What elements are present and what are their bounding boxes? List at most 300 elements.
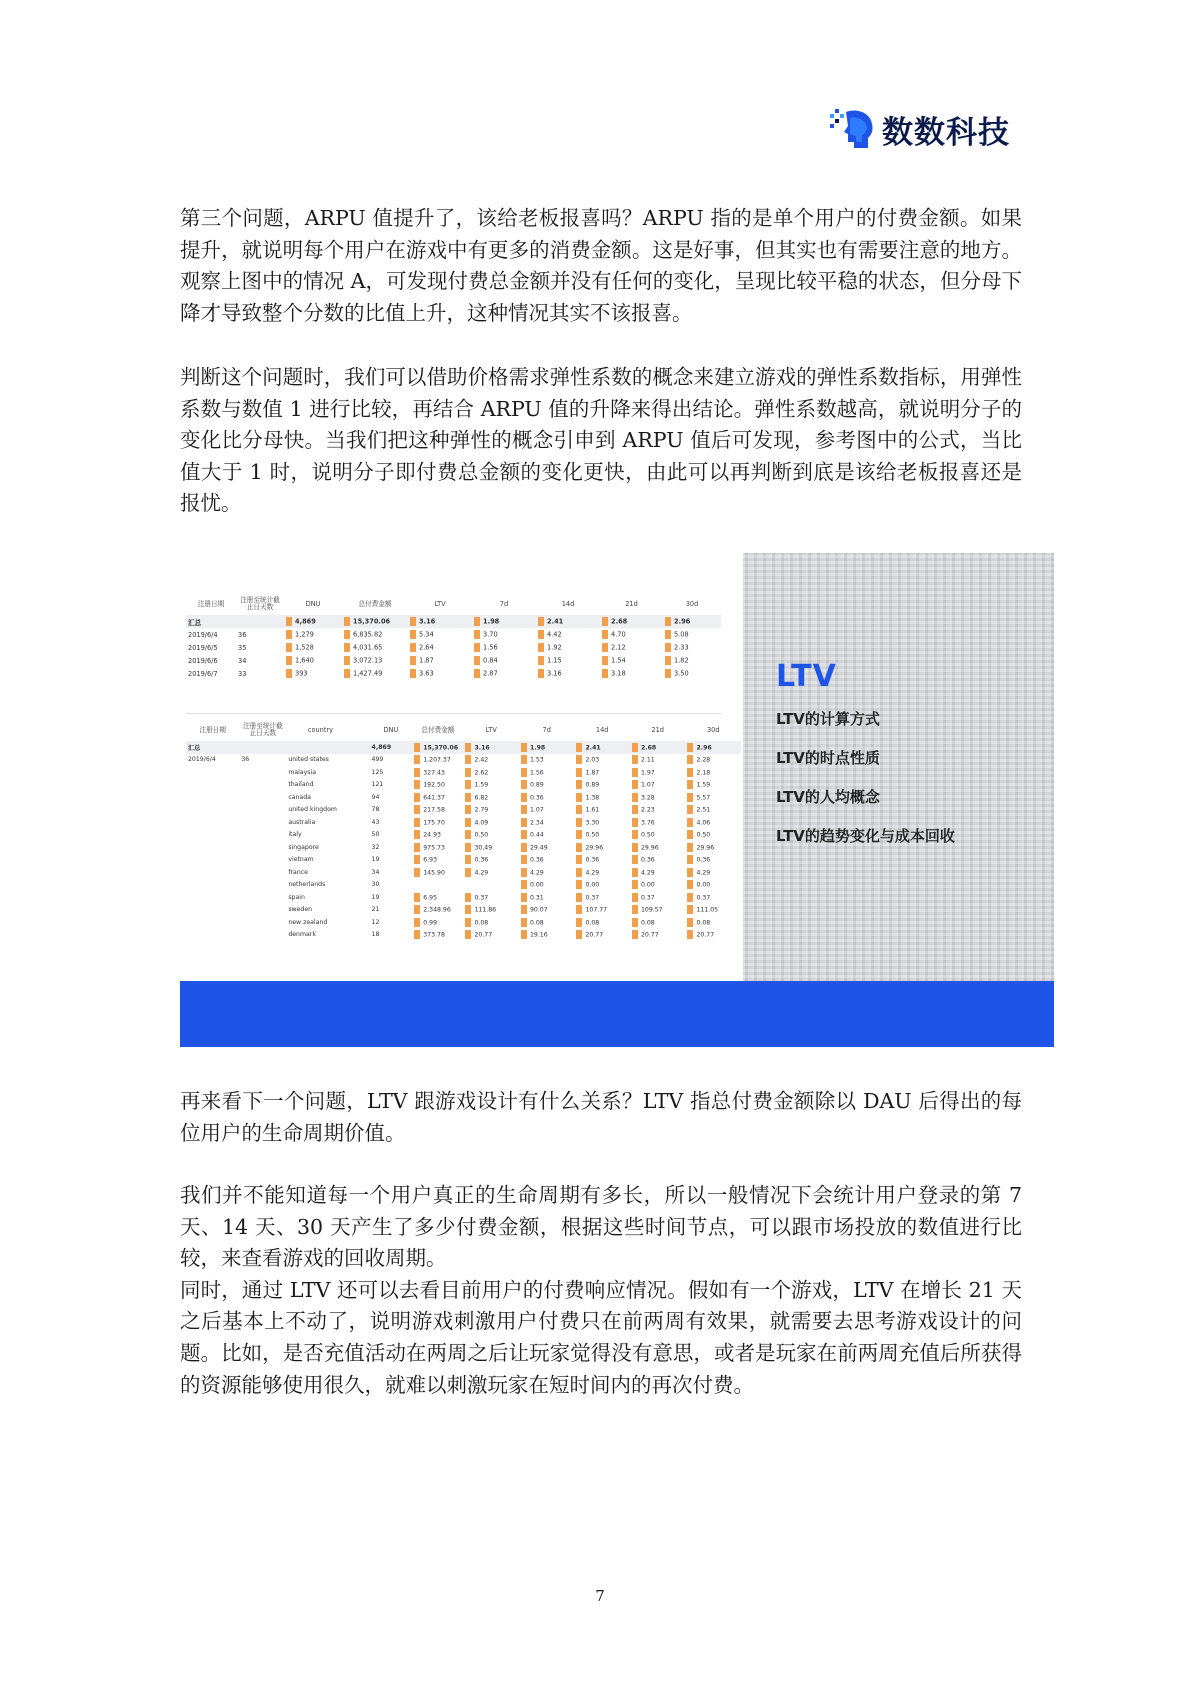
table-cell [630,916,686,929]
cell-value: 1.59 [696,781,711,789]
value-bar [414,843,420,852]
table-cell [408,628,472,641]
cell-value: 145.90 [423,869,445,877]
table-cell [355,866,370,879]
table-cell [412,766,463,779]
cell-value: 0.50 [696,831,711,839]
table-cell [186,791,239,804]
cell-value: 1.54 [611,656,626,665]
value-bar [632,780,638,789]
table-cell [186,854,239,867]
table-cell [370,916,413,929]
value-bar [414,743,420,752]
cell-value: 109.57 [640,906,663,914]
cell-value: 393 [295,669,308,678]
table-cell [536,654,600,667]
cell-value: 43 [371,818,380,826]
table-cell [412,879,463,892]
summary-row [186,741,741,754]
table-cell [342,641,408,654]
table-cell [519,854,575,867]
cell-value: 1.38 [585,794,600,802]
cell-value: 5.34 [419,630,434,639]
value-bar [414,780,420,789]
cell-value: 4.29 [585,869,600,877]
cell-value: 4,869 [295,617,316,626]
value-bar [414,768,420,777]
table-cell [342,628,408,641]
value-bar [410,630,416,639]
cell-value: 1,427.49 [353,669,383,678]
cell-value: 6.82 [474,794,489,802]
value-bar [414,868,420,877]
cell-value: 15,370.06 [353,617,391,626]
value-bar [538,630,544,639]
cell-value: 0.37 [474,894,489,902]
value-bar [344,630,350,639]
cell-value: 29.96 [585,844,604,852]
value-bar [521,768,527,777]
cell-value: 15,370.06 [423,744,459,752]
table-cell [463,866,519,879]
value-bar [687,893,693,902]
value-bar [414,918,420,927]
brand-header [830,106,1010,152]
cell-value: 2.96 [674,617,691,626]
cell-value: 2.28 [696,756,711,764]
cell-value: 2.33 [674,643,689,652]
table-cell [355,766,370,779]
table-cell [286,816,354,829]
cell-value: 499 [371,756,384,764]
cell-value: 94 [371,793,380,801]
value-bar [602,656,608,665]
column-header: 14d [561,599,575,608]
value-bar [465,755,471,764]
value-bar [632,868,638,877]
table-cell [574,879,630,892]
cell-value: 30 [371,881,380,889]
value-bar [576,880,582,889]
cell-value: 6.93 [423,856,438,864]
table-cell [630,891,686,904]
value-bar [576,930,582,939]
table-row [186,654,721,667]
cell-value: 1.07 [529,806,544,814]
value-bar [521,855,527,864]
table-cell [412,779,463,792]
table-cell [630,804,686,817]
cell-value: 4.06 [696,819,711,827]
table-cell [463,816,519,829]
value-bar [410,643,416,652]
column-header: 注册至统计截止日天数 [240,596,280,611]
column-header: 21d [625,599,638,608]
value-bar [465,918,471,927]
value-bar [410,617,416,626]
column-header: 注册日期 [197,599,225,608]
table-cell [286,916,354,929]
column-header [355,719,370,741]
value-bar [286,669,292,678]
table-cell [370,779,413,792]
table-cell [239,779,286,792]
table-cell [600,667,663,680]
table-cell [574,779,630,792]
table-row [186,816,741,829]
brain-head-icon [830,106,876,152]
table-cell [685,816,741,829]
value-bar [521,755,527,764]
cell-value: 2.42 [474,756,489,764]
value-bar [576,768,582,777]
cell-value: 1,279 [295,630,314,639]
value-bar [538,617,544,626]
value-bar [602,617,608,626]
table-cell [286,841,354,854]
cell-value: 4,031.65 [353,643,383,652]
table-cell [412,804,463,817]
table-cell [370,904,413,917]
table-cell [685,754,741,767]
cell-value: 3.16 [547,669,562,678]
value-bar [632,805,638,814]
cell-value: 5.57 [696,794,711,802]
value-bar [465,780,471,789]
table-cell [236,654,284,667]
table-cell [370,804,413,817]
value-bar [521,868,527,877]
table-cell [284,641,342,654]
ltv-figure [180,553,1054,1047]
table-cell [239,816,286,829]
cell-value: 111.05 [696,906,719,914]
table-cell [355,891,370,904]
cell-value: 2019/6/6 [188,656,218,665]
cell-value: 0.37 [585,894,600,902]
table-cell [236,641,284,654]
value-bar [602,669,608,678]
cell-value: 0.84 [483,656,498,665]
cell-value: 3.50 [674,669,689,678]
value-bar [465,855,471,864]
table-cell [574,791,630,804]
table-cell [370,841,413,854]
table-cell [186,779,239,792]
cell-value: malaysia [288,768,317,776]
value-bar [687,818,693,827]
value-bar [576,855,582,864]
table-cell [574,816,630,829]
table-cell [286,741,354,754]
cell-value: 0.08 [640,919,655,927]
cell-value: 0.89 [585,781,600,789]
value-bar [286,656,292,665]
cell-value: 4.29 [640,869,655,877]
table-cell [370,816,413,829]
table-cell [355,829,370,842]
table-cell [286,866,354,879]
column-header: 30d [706,725,720,734]
cell-value: 373.78 [423,931,445,939]
table-cell [355,841,370,854]
cell-value: 2.51 [696,806,711,814]
table-cell [286,779,354,792]
cell-value: 3.63 [419,669,434,678]
cell-value: 2.41 [585,744,601,752]
cell-value: 3,072.13 [353,656,383,665]
table-cell [412,741,463,754]
table-cell [355,816,370,829]
value-bar [632,855,638,864]
cell-value: 2,348.96 [423,906,451,914]
table-cell [663,641,721,654]
cell-value: 2.68 [640,744,657,752]
cell-value: 2.11 [640,756,655,764]
table-row [186,667,721,680]
table-cell [186,841,239,854]
cell-value: 0.08 [696,919,711,927]
cell-value: 0.50 [585,831,600,839]
cell-value: 1.98 [483,617,500,626]
value-bar [632,905,638,914]
table-cell [239,804,286,817]
cell-value: 2.34 [529,819,544,827]
table-cell [342,615,408,628]
value-bar [632,893,638,902]
table-cell [342,667,408,680]
table-cell [463,741,519,754]
table-cell [408,654,472,667]
value-bar [687,793,693,802]
value-bar [687,905,693,914]
table-cell [370,829,413,842]
table-cell [536,641,600,654]
value-bar [632,818,638,827]
value-bar [465,843,471,852]
value-bar [286,617,292,626]
cell-value: 175.70 [423,819,445,827]
table-cell [286,854,354,867]
table-cell [408,667,472,680]
table-cell [574,891,630,904]
table-cell [370,791,413,804]
table-cell [463,804,519,817]
cell-value: 2.03 [585,756,600,764]
table-cell [574,829,630,842]
value-bar [602,630,608,639]
table-cell [412,854,463,867]
value-bar [521,893,527,902]
cell-value: 0.08 [529,919,544,927]
table-cell [574,904,630,917]
cell-value: 29.96 [696,844,715,852]
table-cell [472,628,536,641]
value-bar [521,918,527,927]
table-row [186,854,741,867]
ltv-topic-per-capita: LTV的人均概念 [776,788,880,806]
table-cell [685,741,741,754]
value-bar [632,755,638,764]
column-header: 21d [651,725,664,734]
table-cell [472,641,536,654]
cell-value: 2.87 [483,669,498,678]
cell-value: 192.50 [423,781,445,789]
table-cell [630,879,686,892]
cell-value: 90.07 [529,906,548,914]
table-cell [370,854,413,867]
table-cell [370,754,413,767]
cell-value: 0.37 [640,894,655,902]
cell-value: 4,869 [371,743,392,751]
cell-value: 641.37 [423,794,445,802]
table-cell [685,879,741,892]
table-cell [355,879,370,892]
table-cell [186,916,239,929]
table-cell [519,766,575,779]
cell-value: 4.09 [474,819,489,827]
paragraph-ltv-lifecycle [180,1180,1022,1401]
value-bar [632,930,638,939]
table-cell [630,929,686,942]
table-cell [239,866,286,879]
table-cell [685,929,741,942]
table-row [186,929,741,942]
cell-value: 0.00 [696,881,711,889]
cell-value: 2.68 [611,617,628,626]
table-cell [186,741,239,754]
value-bar [465,743,471,752]
value-bar [632,918,638,927]
value-bar [465,930,471,939]
cell-value: 2.62 [474,769,489,777]
value-bar [521,830,527,839]
table-cell [463,779,519,792]
cell-value: 2019/6/7 [188,669,218,678]
value-bar [410,656,416,665]
cell-value: 2019/6/5 [188,643,218,652]
table-cell [186,641,236,654]
table-cell [412,916,463,929]
cell-value: 21 [371,906,380,914]
cell-value: 19.16 [529,931,548,939]
cell-value: 4.29 [474,869,489,877]
cell-value: 327.43 [423,769,445,777]
cell-value: 0.99 [423,919,438,927]
cell-value: 0.00 [640,881,655,889]
table-row [186,829,741,842]
ltv-tables-panel [180,553,743,981]
cell-value: 1.15 [547,656,562,665]
table-row [186,866,741,879]
cell-value: 1,528 [295,643,314,652]
table-cell [663,628,721,641]
cell-value: 汇总 [188,744,201,752]
table-cell [574,929,630,942]
table-divider [186,713,721,714]
ltv-topic-trend-payback: LTV的趋势变化与成本回收 [776,827,955,845]
value-bar [687,880,693,889]
table-cell [186,667,236,680]
table-cell [685,854,741,867]
cell-value: 24.93 [423,831,441,839]
value-bar [687,918,693,927]
value-bar [465,768,471,777]
table-cell [574,916,630,929]
cell-value: 217.58 [423,806,445,814]
value-bar [474,617,480,626]
table-cell [186,628,236,641]
table-cell [536,667,600,680]
table-cell [630,791,686,804]
value-bar [665,656,671,665]
table-cell [574,854,630,867]
table-cell [519,829,575,842]
table-cell [663,615,721,628]
cell-value: 1.53 [529,756,544,764]
table-cell [239,741,286,754]
table-cell [284,628,342,641]
table-cell [239,791,286,804]
table-cell [239,891,286,904]
table-cell [685,841,741,854]
cell-value: 1.59 [474,781,489,789]
table-cell [236,667,284,680]
cell-value: 78 [371,806,380,814]
cell-value: 1.87 [419,656,434,665]
table-cell [519,929,575,942]
table-row [186,891,741,904]
value-bar [687,805,693,814]
value-bar [465,805,471,814]
cell-value: 0.31 [529,894,544,902]
value-bar [465,893,471,902]
table-cell [472,654,536,667]
table-cell [355,904,370,917]
table-cell [630,829,686,842]
cell-value: 4.29 [529,869,544,877]
value-bar [665,643,671,652]
cell-value: 1.97 [640,769,655,777]
table-cell [519,879,575,892]
cell-value: 2.79 [474,806,489,814]
value-bar [465,868,471,877]
cell-value: 6,835.82 [353,630,383,639]
table-cell [370,879,413,892]
cell-value: new zealand [288,918,328,926]
cell-value: 3.70 [483,630,498,639]
table-cell [239,766,286,779]
cell-value: 2.12 [611,643,626,652]
page-number: 7 [595,1587,605,1605]
value-bar [687,855,693,864]
cell-value: 0.00 [529,881,544,889]
table-row [186,628,721,641]
value-bar [632,768,638,777]
table-row [186,904,741,917]
table-cell [574,754,630,767]
value-bar [474,643,480,652]
value-bar [521,880,527,889]
value-bar [344,617,350,626]
cell-value: 0.89 [529,781,544,789]
value-bar [465,905,471,914]
table-cell [284,667,342,680]
cell-value: united states [288,756,329,764]
table-cell [574,866,630,879]
table-cell [370,866,413,879]
value-bar [474,656,480,665]
